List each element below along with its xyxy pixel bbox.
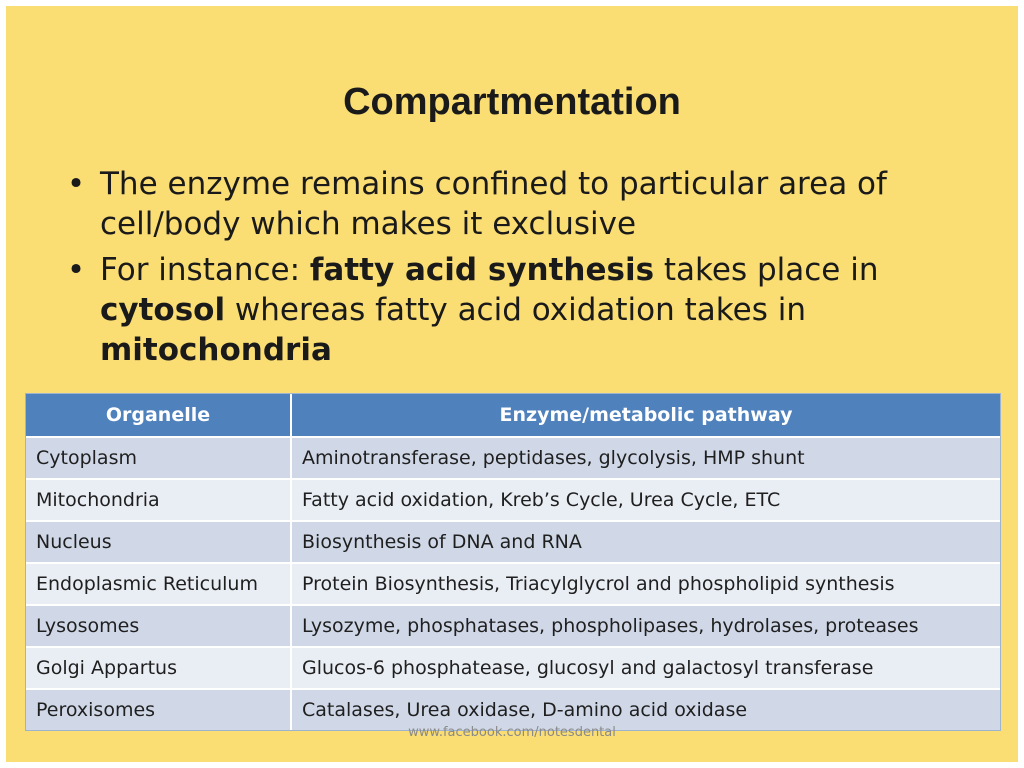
- organelle-cell: Golgi Appartus: [26, 647, 291, 689]
- organelle-cell: Nucleus: [26, 521, 291, 563]
- organelle-cell: Lysosomes: [26, 605, 291, 647]
- bullet-text-bold: mitochondria: [100, 332, 332, 368]
- pathway-cell: Protein Biosynthesis, Triacylglycrol and phospholipid synthesis: [291, 563, 1000, 605]
- bullet-text: takes place in: [654, 252, 879, 288]
- organelle-cell: Cytoplasm: [26, 437, 291, 479]
- table-row: [26, 563, 1000, 605]
- pathway-cell: Lysozyme, phosphatases, phospholipases, hydrolases, proteases: [291, 605, 1000, 647]
- pathway-cell: Catalases, Urea oxidase, D-amino acid oxidase: [291, 689, 1000, 730]
- table-row: [26, 689, 1000, 730]
- table-row: [26, 437, 1000, 479]
- organelle-cell: Mitochondria: [26, 479, 291, 521]
- table-row: [26, 521, 1000, 563]
- organelle-table: [25, 393, 1001, 731]
- organelle-cell: Peroxisomes: [26, 689, 291, 730]
- pathway-cell: Glucos-6 phosphatease, glucosyl and galactosyl transferase: [291, 647, 1000, 689]
- bullet-icon: •: [66, 166, 86, 202]
- bullet-item: [60, 164, 960, 244]
- slide: [6, 6, 1018, 762]
- bullet-text: whereas fatty acid oxidation takes in: [225, 292, 806, 328]
- column-header-organelle: Organelle: [26, 394, 291, 437]
- bullet-item: [60, 250, 960, 370]
- bullet-list: [60, 164, 960, 376]
- pathway-cell: Biosynthesis of DNA and RNA: [291, 521, 1000, 563]
- bullet-text-bold: cytosol: [100, 292, 226, 328]
- bullet-text: The enzyme remains confined to particular area of cell/body which makes it exclusive: [100, 166, 887, 242]
- bullet-icon: •: [66, 252, 86, 288]
- organelle-cell: Endoplasmic Reticulum: [26, 563, 291, 605]
- table-header-row: [26, 394, 1000, 437]
- pathway-cell: Aminotransferase, peptidases, glycolysis, HMP shunt: [291, 437, 1000, 479]
- watermark: www.facebook.com/notesdental: [408, 725, 616, 740]
- slide-title: Compartmentation: [343, 81, 681, 123]
- column-header-pathway: Enzyme/metabolic pathway: [291, 394, 1000, 437]
- table-row: [26, 479, 1000, 521]
- pathway-cell: Fatty acid oxidation, Kreb’s Cycle, Urea Cycle, ETC: [291, 479, 1000, 521]
- bullet-text-bold: fatty acid synthesis: [309, 252, 655, 288]
- table-row: [26, 647, 1000, 689]
- table-row: [26, 605, 1000, 647]
- bullet-text: For instance:: [100, 252, 310, 288]
